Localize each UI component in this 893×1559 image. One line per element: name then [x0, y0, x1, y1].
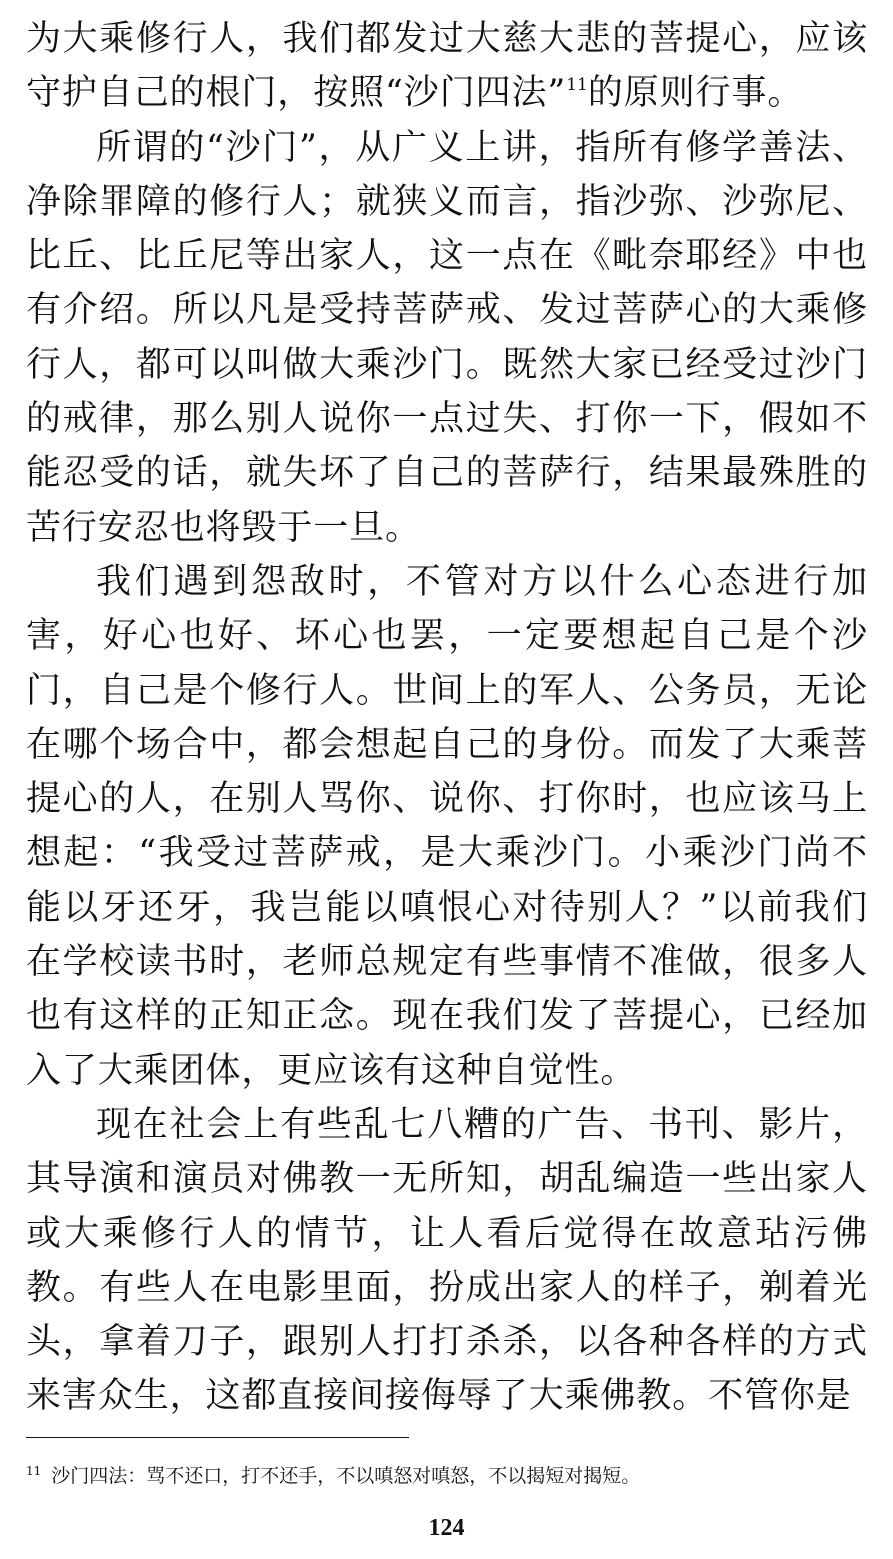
paragraph-4: 现在社会上有些乱七八糟的广告、书刊、影片，其导演和演员对佛教一无所知，胡乱编造一些出家人或大乘修行人的情节，让人看后觉得在故意玷污佛教。有些人在电影里面，扮成出家人的样子，剃着光头，拿着刀子，跟别人打打杀杀，以各种各样的方式来害众生，这都直接间接侮辱了大乘佛教。不管你是 [26, 1104, 868, 1417]
page-number: 124 [428, 1515, 465, 1541]
paragraph-3: 我们遇到怨敌时，不管对方以什么心态进行加害，好心也好、坏心也罢，一定要想起自己是个沙门，自己是个修行人。世间上的军人、公务员，无论在哪个场合中，都会想起自己的身份。而发了大乘菩提心的人，在别人骂你、说你、打你时，也应该马上想起：“我受过菩萨戒，是大乘沙门。小乘沙门尚不能以牙还牙，我岂能以嗔恨心对待别人？”以前我们在学校读书时，老师总规定有些事情不准做，很多人也有这样的正知正念。现在我们发了菩提心，已经加入了大乘团体，更应该有这种自觉性。 [26, 561, 868, 1091]
footnote-divider [26, 1437, 409, 1438]
footnote-number: 11 [26, 1464, 42, 1478]
paragraph-1-text-end: 的原则行事。 [587, 73, 804, 114]
footnote-text: 沙门四法：骂不还口，打不还手，不以嗔怒对嗔怒，不以揭短对揭短。 [51, 1465, 641, 1487]
footnote [26, 1457, 868, 1490]
paragraph-1-text: 为大乘修行人，我们都发过大慈大悲的菩提心，应该守护自己的根门，按照“沙门四法” [26, 19, 868, 114]
paragraph-1 [26, 12, 868, 121]
footnote-reference[interactable]: 11 [566, 75, 588, 96]
paragraph-2: 所谓的“沙门”，从广义上讲，指所有修学善法、净除罪障的修行人；就狭义而言，指沙弥、沙弥尼、比丘、比丘尼等出家人，这一点在《毗奈耶经》中也有介绍。所以凡是受持菩萨戒、发过菩萨心的大乘修行人，都可以叫做大乘沙门。既然大家已经受过沙门的戒律，那么别人说你一点过失、打你一下，假如不能忍受的话，就失坏了自己的菩萨行，结果最殊胜的苦行安忍也将毁于一旦。 [26, 127, 868, 548]
body-text [26, 12, 868, 1424]
